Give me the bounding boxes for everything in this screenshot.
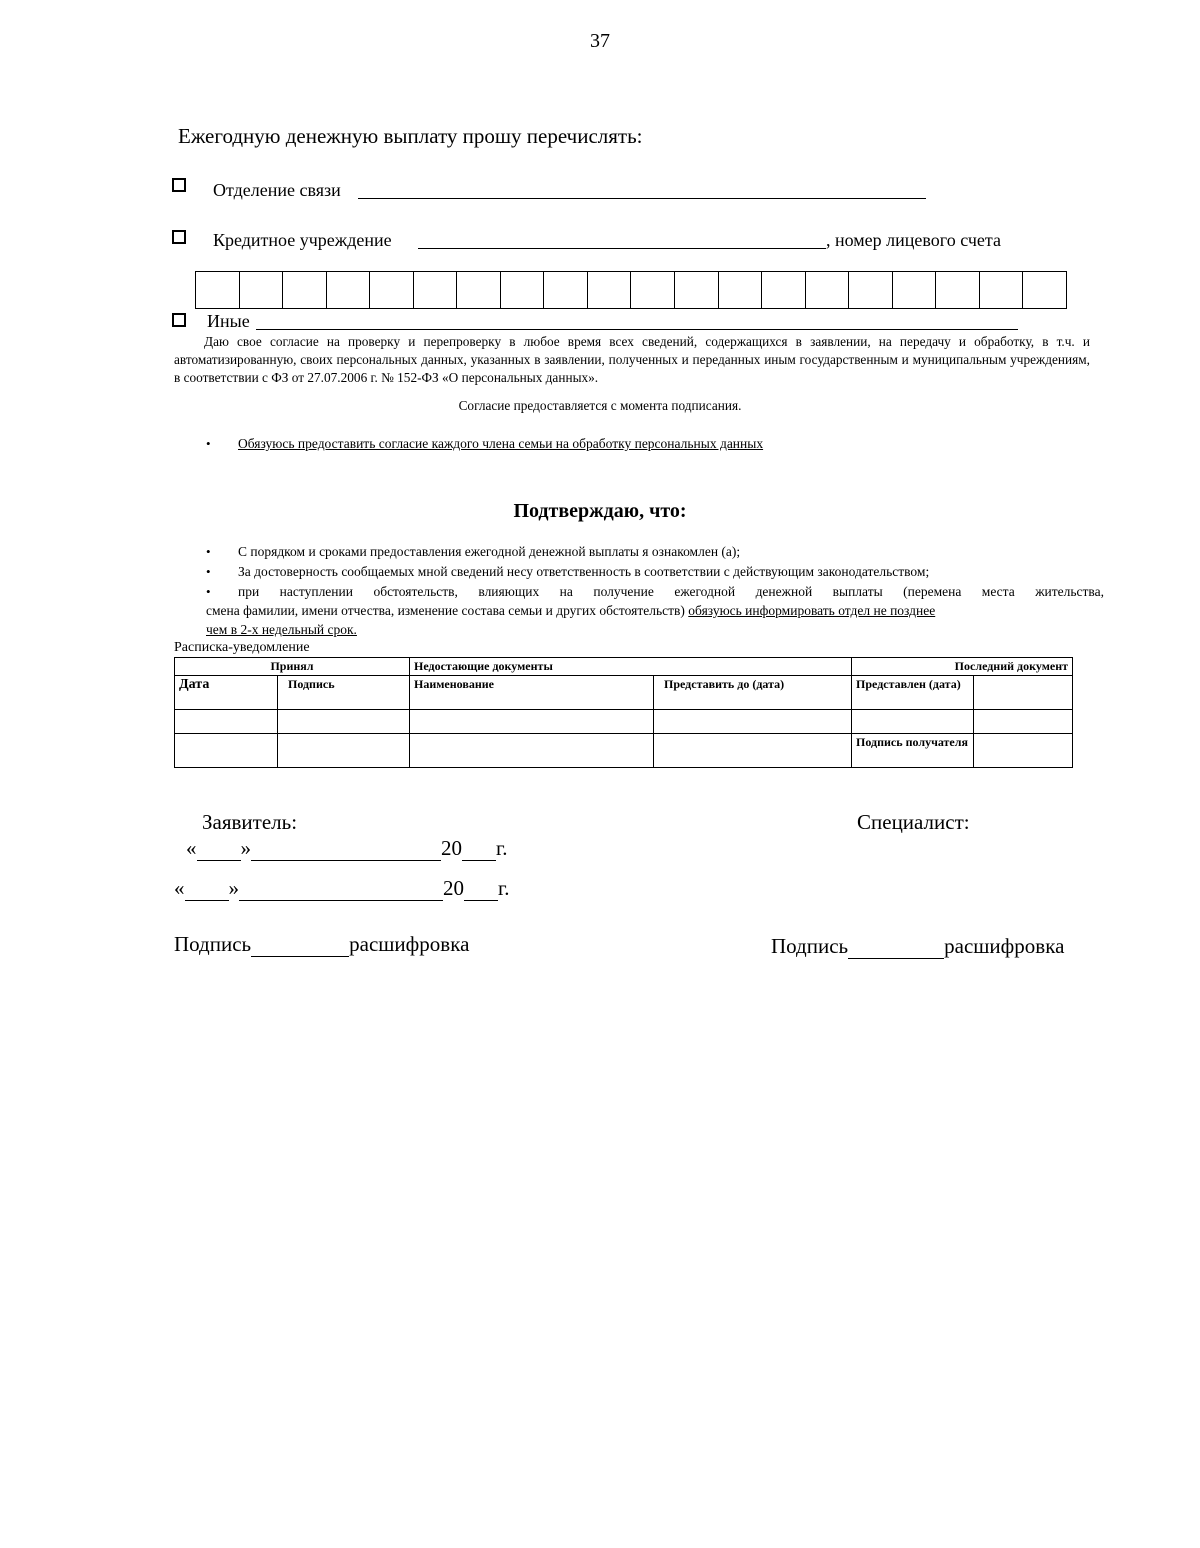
- receipt-cell[interactable]: [278, 710, 410, 734]
- col-submit-by: Представить до (дата): [654, 676, 852, 710]
- other-label: Иные: [207, 311, 250, 331]
- bullet-dot: •: [206, 544, 211, 559]
- account-digit-box[interactable]: [675, 272, 719, 308]
- account-digit-box[interactable]: [849, 272, 893, 308]
- post-office-label: Отделение связи: [213, 180, 341, 200]
- confirm-bullet-2: За достоверность сообщаемых мной сведений несу ответственность в соответствии с действующим законодательством;: [238, 564, 930, 579]
- account-digit-box[interactable]: [719, 272, 763, 308]
- sign-label: Подпись: [174, 932, 252, 956]
- quote-open: «: [174, 876, 185, 900]
- specialist-label: Специалист:: [857, 810, 970, 834]
- group-last-doc: Последний документ: [852, 658, 1073, 676]
- account-digit-box[interactable]: [762, 272, 806, 308]
- decode-label: расшифровка: [944, 934, 1065, 958]
- month-field[interactable]: [239, 880, 443, 901]
- receipt-table: [174, 657, 1073, 768]
- confirm-title: Подтверждаю, что:: [513, 500, 687, 522]
- col-recipient-sig: Подпись получателя: [852, 734, 974, 768]
- year-prefix: 20: [441, 836, 462, 860]
- account-digit-box[interactable]: [370, 272, 414, 308]
- bank-line[interactable]: [418, 248, 826, 249]
- account-digit-box[interactable]: [893, 272, 937, 308]
- receipt-cell[interactable]: [654, 734, 852, 768]
- bullet-dot: •: [206, 584, 211, 599]
- col-signature: Подпись: [278, 676, 410, 710]
- year-suffix: г.: [496, 836, 508, 860]
- last-doc-value-cell[interactable]: [974, 676, 1073, 710]
- account-digit-box[interactable]: [414, 272, 458, 308]
- account-digit-box[interactable]: [588, 272, 632, 308]
- specialist-signature-field[interactable]: [848, 938, 944, 959]
- account-label: , номер лицевого счета: [826, 230, 1001, 250]
- col-name: Наименование: [410, 676, 654, 710]
- agreement-note: Согласие предоставляется с момента подписания.: [458, 398, 742, 413]
- post-office-line[interactable]: [358, 198, 926, 199]
- receipt-cell[interactable]: [410, 710, 654, 734]
- col-date: Дата: [175, 676, 278, 710]
- bullet-dot: •: [206, 564, 211, 579]
- decode-label: расшифровка: [349, 932, 470, 956]
- year-suffix: г.: [498, 876, 510, 900]
- day-field[interactable]: [185, 880, 229, 901]
- receipt-cell[interactable]: [175, 734, 278, 768]
- quote-close: »: [240, 836, 251, 860]
- account-digit-box[interactable]: [1023, 272, 1066, 308]
- account-digit-box[interactable]: [501, 272, 545, 308]
- specialist-signature-line[interactable]: [771, 934, 1064, 959]
- receipt-cell[interactable]: [974, 734, 1073, 768]
- confirm-bullet-1: С порядком и сроками предоставления ежегодной денежной выплаты я ознакомлен (а);: [238, 544, 741, 559]
- quote-close: »: [228, 876, 239, 900]
- receipt-cell[interactable]: [410, 734, 654, 768]
- post-office-checkbox[interactable]: [172, 178, 186, 192]
- confirm-bullet-3-line1: при наступлении обстоятельств, влияющих на получение ежегодной денежной выплаты (перемена места жительства,: [238, 584, 1104, 599]
- day-field[interactable]: [197, 840, 241, 861]
- other-line[interactable]: [256, 329, 1018, 330]
- account-digit-box[interactable]: [806, 272, 850, 308]
- confirm-bullet-3-line3: чем в 2-х недельный срок.: [206, 622, 357, 637]
- bank-checkbox[interactable]: [172, 230, 186, 244]
- year-field[interactable]: [464, 880, 498, 901]
- receipt-cell[interactable]: [278, 734, 410, 768]
- bank-label: Кредитное учреждение: [213, 230, 392, 250]
- payment-heading: Ежегодную денежную выплату прошу перечислять:: [178, 124, 643, 148]
- receipt-label: Расписка-уведомление: [174, 640, 310, 655]
- receipt-cell[interactable]: [974, 710, 1073, 734]
- other-checkbox[interactable]: [172, 313, 186, 327]
- confirm-bullet-3-line2: [206, 603, 1104, 619]
- receipt-cell[interactable]: [175, 710, 278, 734]
- applicant-signature-line[interactable]: [174, 932, 469, 957]
- col-submitted: Представлен (дата): [852, 676, 974, 710]
- account-digit-box[interactable]: [327, 272, 371, 308]
- receipt-cell[interactable]: [852, 710, 974, 734]
- bullet-dot: •: [206, 436, 211, 451]
- date-line-1[interactable]: [186, 836, 508, 861]
- year-prefix: 20: [443, 876, 464, 900]
- account-digit-box[interactable]: [631, 272, 675, 308]
- group-missing-docs: Недостающие документы: [410, 658, 852, 676]
- date-line-2[interactable]: [174, 876, 510, 901]
- month-field[interactable]: [251, 840, 441, 861]
- confirm-bullet-3-underlined: обязуюсь информировать отдел не позднее: [688, 603, 936, 618]
- applicant-label: Заявитель:: [202, 810, 298, 834]
- group-accepted: Принял: [175, 658, 410, 676]
- sign-label: Подпись: [771, 934, 849, 958]
- applicant-signature-field[interactable]: [251, 936, 349, 957]
- page-number: 37: [590, 30, 610, 52]
- account-number-boxes[interactable]: [195, 271, 1067, 309]
- account-digit-box[interactable]: [196, 272, 240, 308]
- account-digit-box[interactable]: [936, 272, 980, 308]
- account-digit-box[interactable]: [980, 272, 1024, 308]
- family-consent-bullet: Обязуюсь предоставить согласие каждого члена семьи на обработку персональных данных: [238, 436, 764, 451]
- consent-text: Даю свое согласие на проверку и перепроверку в любое время всех сведений, содержащихся в заявлении, на передачу и обработку, в т.ч. и автоматизированную, своих персональных данных, указанных в заявлении, полученных и переданных иным государственным и муниципальным учреждениям, в соответствии с ФЗ от 27.07.2006 г. № 152-ФЗ «О персональных данных».: [174, 334, 1090, 385]
- receipt-cell[interactable]: [654, 710, 852, 734]
- account-digit-box[interactable]: [283, 272, 327, 308]
- year-field[interactable]: [462, 840, 496, 861]
- confirm-bullet-3-plain: смена фамилии, имени отчества, изменение состава семьи и других обстоятельств): [206, 603, 689, 618]
- quote-open: «: [186, 836, 197, 860]
- account-digit-box[interactable]: [457, 272, 501, 308]
- account-digit-box[interactable]: [544, 272, 588, 308]
- account-digit-box[interactable]: [240, 272, 284, 308]
